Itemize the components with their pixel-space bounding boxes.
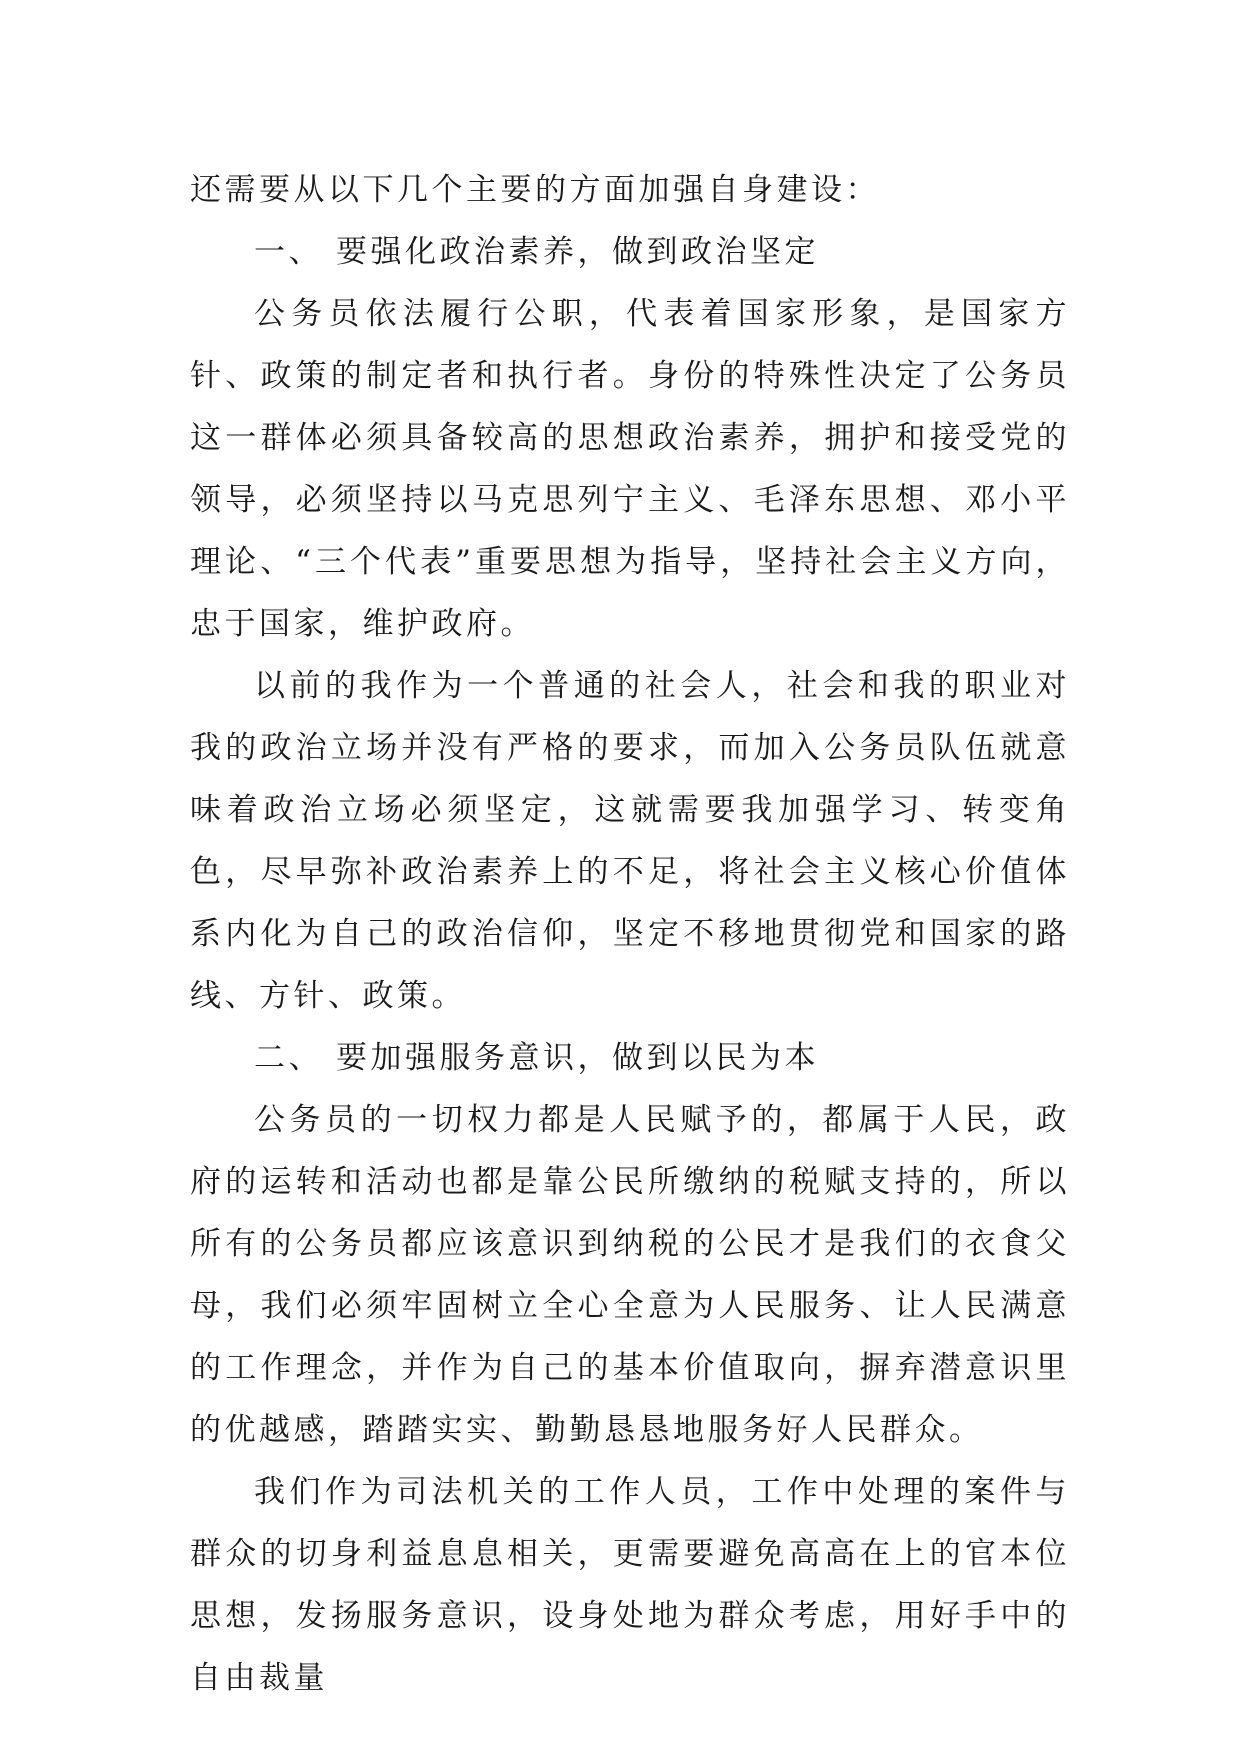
section-heading-2 — [190, 1027, 1070, 1089]
intro-paragraph: 还需要从以下几个主要的方面加强自身建设： — [190, 172, 880, 208]
section-number-2: 二、 — [254, 1040, 323, 1076]
section-2-paragraph-2: 我们作为司法机关的工作人员，工作中处理的案件与群众的切身利益息息相关，更需要避免高高在上的官本位思想，发扬服务意识，设身处地为群众考虑，用好手中的自由裁量 — [190, 1474, 1070, 1696]
section-1-paragraph-2: 以前的我作为一个普通的社会人，社会和我的职业对我的政治立场并没有严格的要求，而加入公务员队伍就意味着政治立场必须坚定，这就需要我加强学习、转变角色，尽早弥补政治素养上的不足，将社会主义核心价值体系内化为自己的政治信仰，坚定不移地贯彻党和国家的路线、方针、政策。 — [190, 668, 1070, 1014]
section-title-1: 要强化政治素养，做到政治坚定 — [336, 234, 819, 270]
section-number-1: 一、 — [254, 234, 323, 270]
section-1-paragraph-1: 公务员依法履行公职，代表着国家形象，是国家方针、政策的制定者和执行者。身份的特殊性决定了公务员这一群体必须具备较高的思想政治素养，拥护和接受党的领导，必须坚持以马克思列宁主义、毛泽东思想、邓小平理论、“三个代表”重要思想为指导，坚持社会主义方向，忠于国家，维护政府。 — [190, 296, 1070, 642]
document-body — [190, 159, 1070, 1709]
section-heading-1 — [190, 221, 1070, 283]
section-2-paragraph-1: 公务员的一切权力都是人民赋予的，都属于人民，政府的运转和活动也都是靠公民所缴纳的税赋支持的，所以所有的公务员都应该意识到纳税的公民才是我们的衣食父母，我们必须牢固树立全心全意为人民服务、让人民满意的工作理念，并作为自己的基本价值取向，摒弃潜意识里的优越感，踏踏实实、勤勤恳恳地服务好人民群众。 — [190, 1102, 1070, 1448]
section-title-2: 要加强服务意识，做到以民为本 — [336, 1040, 819, 1076]
